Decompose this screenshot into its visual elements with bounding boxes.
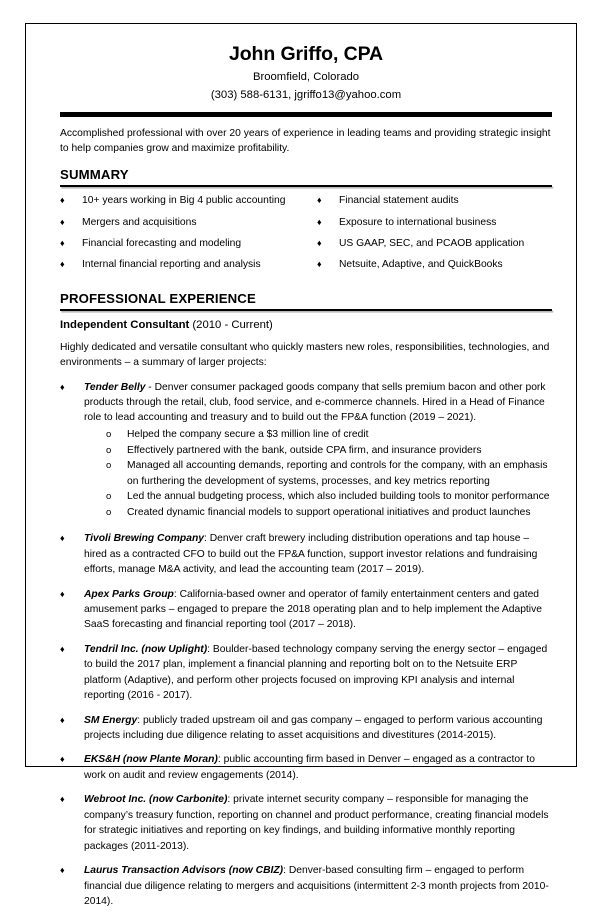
summary-bullet-label: 10+ years working in Big 4 public accounting (82, 195, 286, 207)
experience-entry-paragraph (84, 754, 535, 780)
experience-entry (60, 792, 552, 854)
section-title-experience: PROFESSIONAL EXPERIENCE (60, 290, 256, 306)
experience-entry-paragraph (84, 589, 542, 631)
job-title-text: Independent Consultant (60, 318, 190, 331)
professional-summary-text: Accomplished professional with over 20 years of experience in leading teams and providing strategic insight to help companies grow and maximize profitability. (60, 127, 551, 154)
circle-bullet-icon: o (106, 507, 112, 518)
diamond-bullet-icon: ♦ (60, 216, 65, 227)
diamond-bullet-icon: ♦ (60, 533, 65, 544)
achievement-label: Helped the company secure a $3 million line of credit (127, 428, 369, 440)
summary-bullet (317, 258, 552, 272)
achievement-item (84, 505, 552, 520)
experience-entry-description: : public accounting firm based in Denver – engaged as a contractor to work on audit and review engagements (2014). (84, 754, 535, 781)
experience-divider (60, 309, 552, 311)
diamond-bullet-icon: ♦ (317, 238, 322, 248)
diamond-bullet-icon: ♦ (60, 794, 65, 805)
experience-entry-paragraph (84, 382, 546, 424)
diamond-bullet-icon: ♦ (317, 216, 322, 227)
summary-bullet-label: Internal financial reporting and analysis (82, 259, 261, 271)
summary-bullet (60, 216, 306, 230)
summary-bullet-label: Financial forecasting and modeling (82, 238, 242, 249)
experience-entry-company: Laurus Transaction Advisors (now CBIZ) (84, 865, 284, 877)
achievement-label: Led the annual budgeting process, which also included building tools to monitor performance (127, 491, 550, 503)
experience-entry-company: SM Energy (84, 714, 138, 726)
experience-entry-body (84, 531, 552, 577)
experience-entry-description: : Denver-based consulting firm – engaged to perform financial due diligence relating to mergers and acquisitions (intermittent 2-3 month projects from 2010-2014). (84, 865, 549, 907)
experience-entry-body (84, 752, 552, 783)
summary-bullet (60, 194, 306, 208)
circle-bullet-icon: o (106, 444, 112, 456)
experience-entry-description: : publicly traded upstream oil and gas company – engaged to perform various accounting projects including due diligence relating to asset acquisitions and divestitures (2014-2015). (84, 714, 543, 742)
circle-bullet-icon: o (106, 491, 112, 503)
summary-divider (60, 185, 552, 187)
experience-entry-paragraph (84, 794, 549, 851)
summary-bullet-label: US GAAP, SEC, and PCAOB application (339, 238, 525, 249)
summary-bullet (317, 216, 552, 230)
experience-entry-paragraph (84, 644, 547, 701)
diamond-bullet-icon: ♦ (60, 588, 65, 599)
diamond-bullet-icon: ♦ (60, 238, 65, 248)
experience-entry (60, 863, 552, 909)
resume-content (60, 36, 552, 918)
candidate-contact: (303) 588-6131, jgriffo13@yahoo.com (210, 88, 402, 101)
achievement-item (84, 443, 552, 458)
header-divider (60, 112, 552, 116)
summary-bullet (317, 194, 552, 208)
job-heading (60, 318, 552, 333)
experience-entry-body (84, 587, 552, 633)
experience-entry (60, 587, 552, 633)
diamond-bullet-icon: ♦ (60, 643, 65, 654)
experience-entry (60, 380, 552, 523)
experience-entry-body (84, 380, 552, 523)
summary-columns (60, 194, 552, 280)
experience-entry (60, 642, 552, 704)
experience-entry-body (84, 713, 552, 744)
experience-entry-body (84, 792, 552, 854)
diamond-bullet-icon: ♦ (317, 195, 322, 206)
experience-entry-description: : California-based owner and operator of family entertainment centers and gated amusement parks – engaged to prepare the 2018 operating plan and to help implement the Adaptive SaaS forecasting and financial reporting tool (2017 – 2018). (84, 588, 542, 631)
achievement-item (84, 458, 552, 488)
summary-column-left (60, 194, 306, 280)
circle-bullet-icon: o (106, 460, 112, 472)
summary-bullet-label: Financial statement audits (339, 195, 459, 207)
circle-bullet-icon: o (106, 428, 112, 440)
achievement-list (84, 427, 552, 520)
experience-entry-body (84, 642, 552, 704)
diamond-bullet-icon: ♦ (60, 259, 65, 270)
diamond-bullet-icon: ♦ (60, 714, 65, 725)
experience-entry-paragraph (84, 865, 549, 907)
achievement-label: Effectively partnered with the bank, outside CPA firm, and insurance providers (127, 444, 482, 456)
experience-entry-list (60, 380, 552, 910)
summary-bullet (60, 237, 306, 251)
experience-entry-company: Webroot Inc. (now Carbonite) (84, 794, 228, 806)
experience-entry-description: : private internet security company – responsible for managing the company’s treasury function, reporting on channel and product performance, creating financial models for strategic initiatives and reporting on key findings, and building informative monthly reporting packages (2011-2013). (84, 794, 549, 852)
summary-bullet-label: Exposure to international business (339, 216, 497, 228)
diamond-bullet-icon: ♦ (317, 259, 322, 270)
candidate-name: John Griffo, CPA (228, 43, 384, 65)
summary-column-right (306, 194, 552, 280)
experience-entry-description: : Denver craft brewery including distribution operations and tap house – hired as a contracted CFO to build out the FP&A function, support investor relations and fundraising efforts, manage M&A activity, and lead the accounting team (2017 – 2019). (84, 533, 538, 576)
experience-entry-paragraph (84, 533, 537, 575)
experience-entry-company: Tender Belly (84, 381, 146, 393)
experience-entry (60, 752, 552, 783)
summary-bullet-label: Mergers and acquisitions (82, 216, 197, 228)
diamond-bullet-icon: ♦ (60, 381, 65, 392)
experience-entry (60, 531, 552, 577)
experience-entry-company: Tivoli Brewing Company (84, 533, 204, 545)
summary-bullet-label: Netsuite, Adaptive, and QuickBooks (339, 259, 503, 271)
experience-entry-description: - Denver consumer packaged goods company that sells premium bacon and other pork products through the retail, club, food service, and e-commerce channels. Hired in a Head of Finance role to lead accounting and treasury and to build out the FP&A function (2019 – 2021). (84, 381, 546, 424)
experience-entry (60, 713, 552, 744)
summary-bullet (317, 237, 552, 251)
achievement-label: Created dynamic financial models to support operational initiatives and product launches (127, 507, 531, 518)
experience-entry-company: Tendril Inc. (now Uplight) (84, 643, 208, 655)
diamond-bullet-icon: ♦ (60, 195, 65, 206)
section-title-summary: SUMMARY (60, 167, 129, 183)
summary-bullet (60, 258, 306, 272)
resume-page (25, 23, 577, 907)
achievement-label: Managed all accounting demands, reporting and controls for the company, with an emphasis on furthering the development of systems, processes, and key metrics reporting (127, 460, 548, 487)
experience-entry-body (84, 863, 552, 909)
diamond-bullet-icon: ♦ (60, 865, 65, 876)
achievement-item (84, 427, 552, 442)
experience-entry-company: EKS&H (now Plante Moran) (84, 754, 218, 766)
experience-entry-company: Apex Parks Group (84, 588, 174, 600)
achievement-item (84, 489, 552, 504)
job-intro-text: Highly dedicated and versatile consultant who quickly masters new roles, responsibilities, technologies, and environments – a summary of larger projects: (60, 341, 550, 369)
job-dates-text: (2010 - Current) (192, 318, 273, 331)
experience-entry-paragraph (84, 715, 542, 741)
candidate-location: Broomfield, Colorado (252, 71, 360, 84)
experience-entry-description: : Boulder-based technology company serving the energy sector – engaged to build the 2017 plan, implement a financial planning and reporting bolt on to the Netsuite ERP platform (Adaptive), and perform other projects focused on improving KPI analysis and internal reporting (2016 - 2017). (84, 643, 548, 702)
diamond-bullet-icon: ♦ (60, 754, 65, 765)
